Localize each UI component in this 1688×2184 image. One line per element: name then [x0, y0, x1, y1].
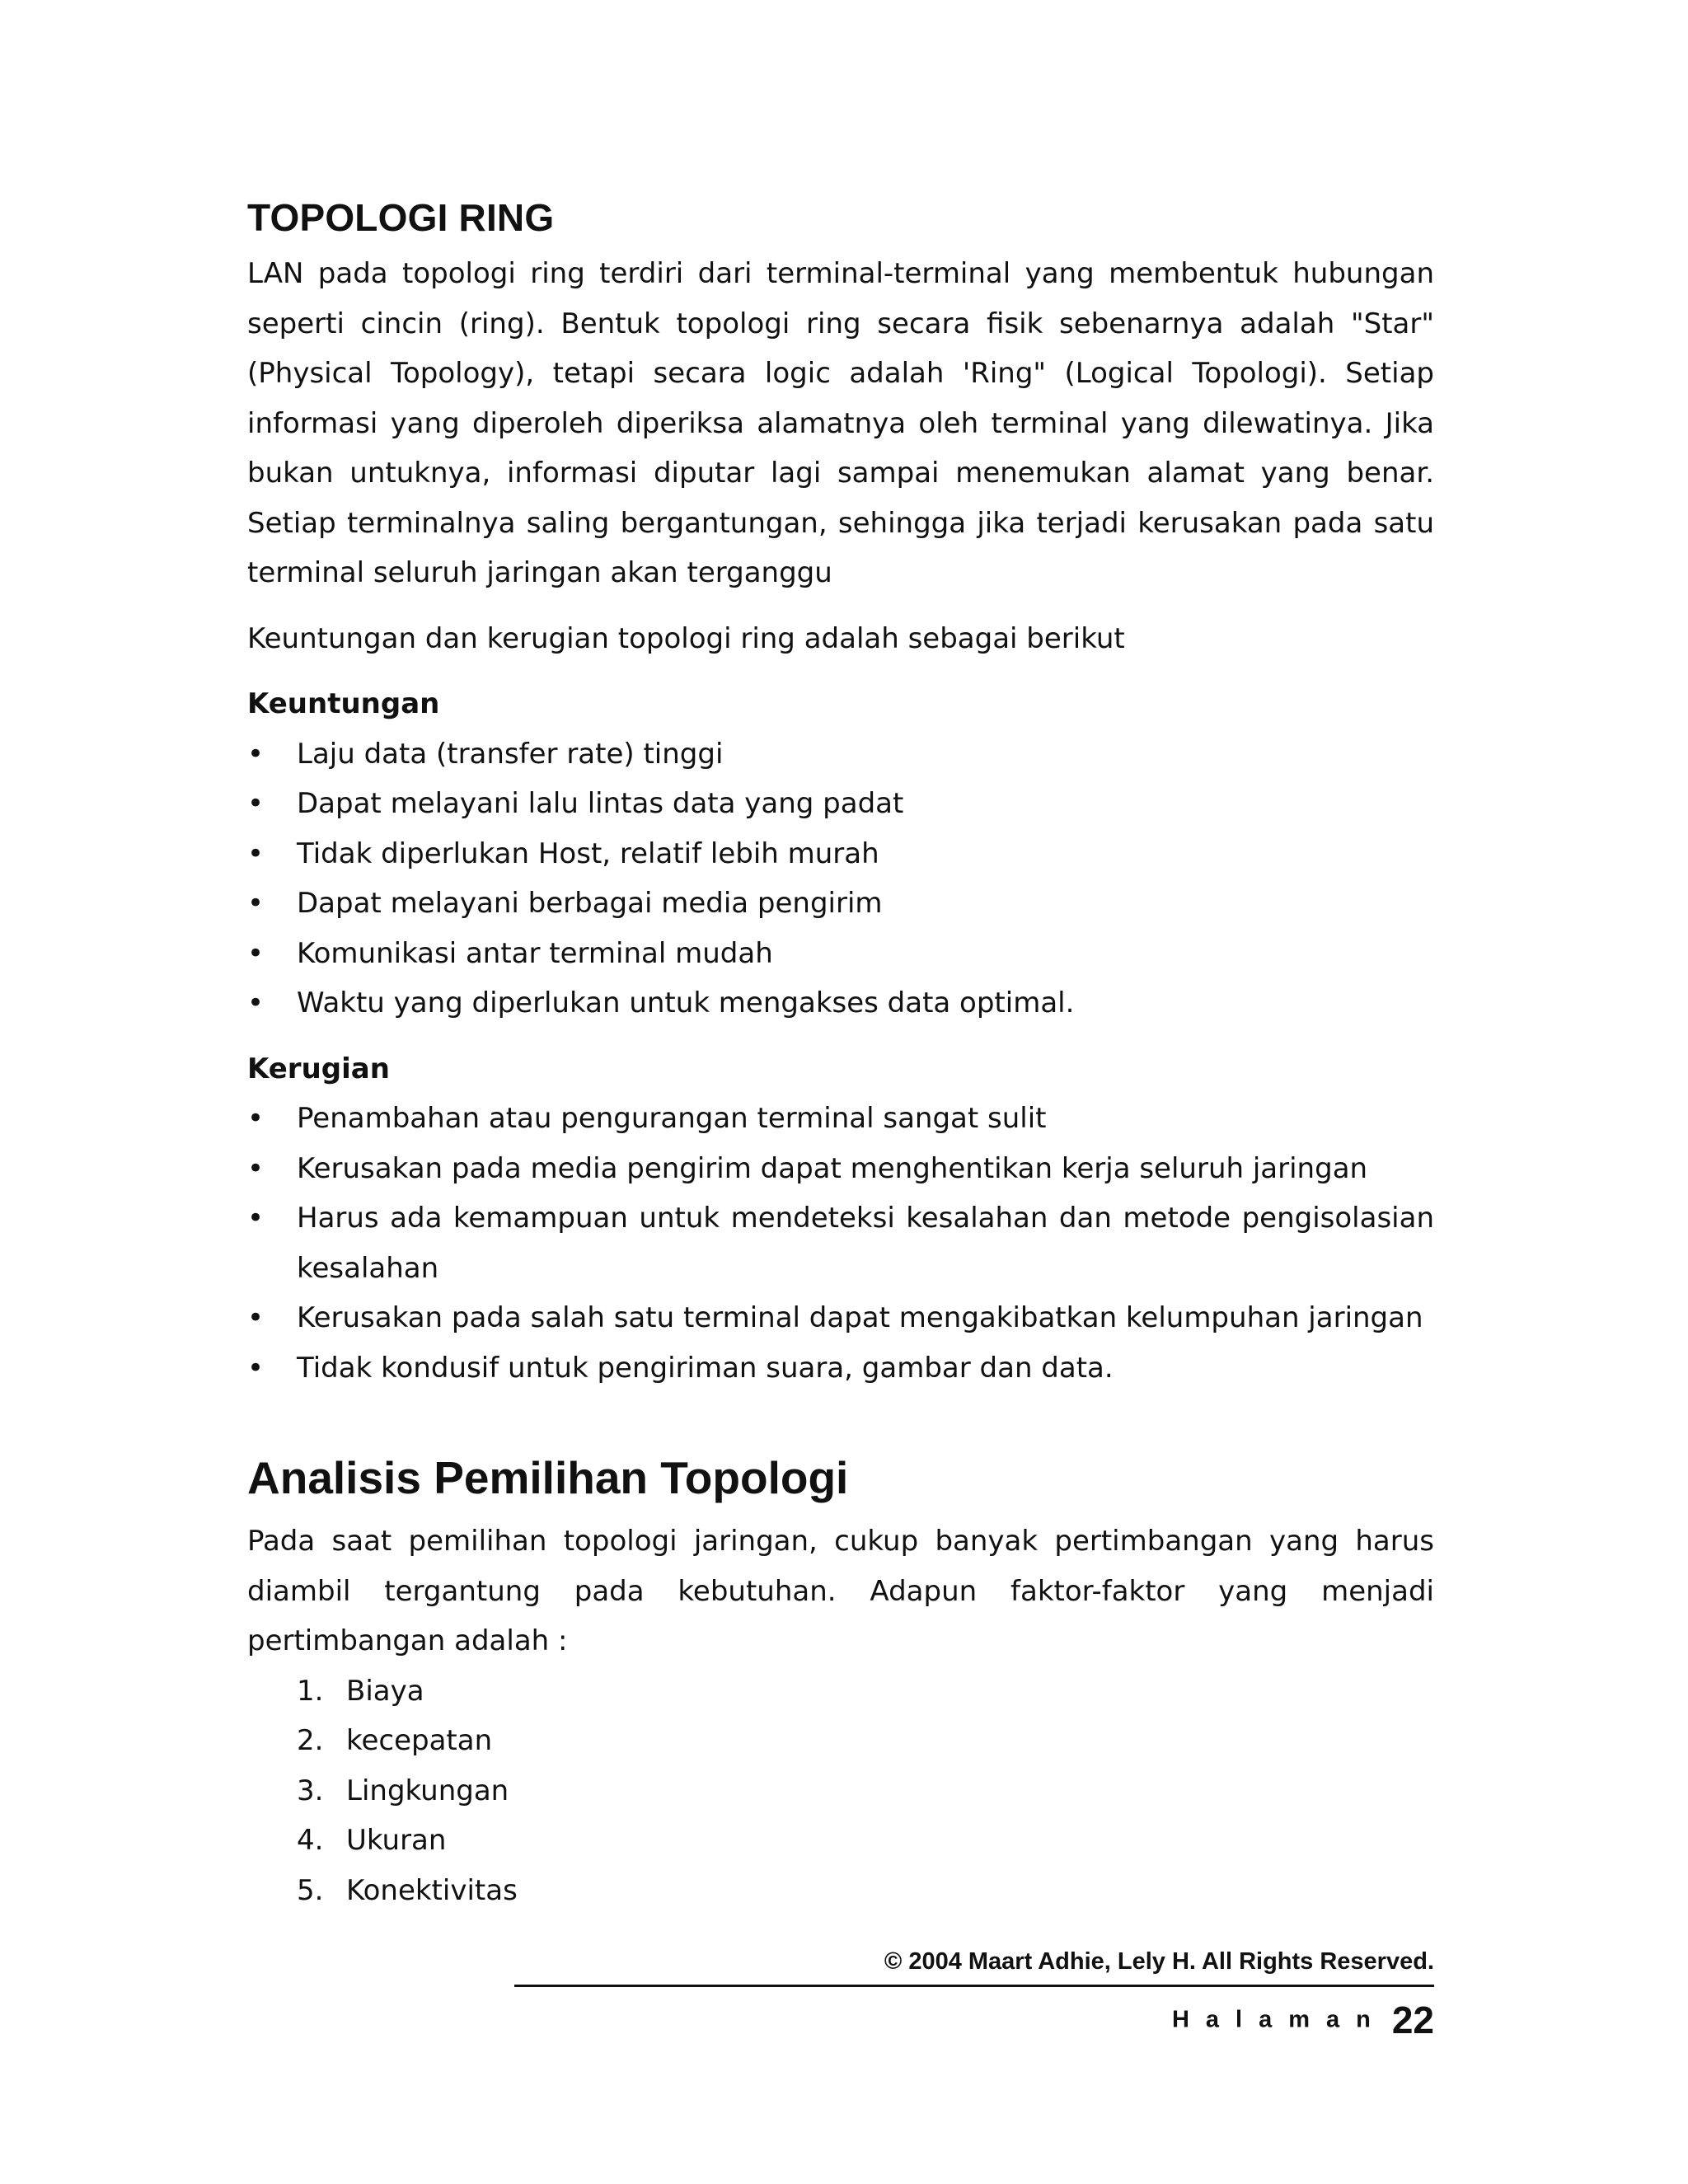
list-item	[247, 1666, 1434, 1717]
list-item-text: kecepatan	[346, 1724, 493, 1757]
bullet-icon: •	[247, 1351, 265, 1385]
page-content	[247, 191, 1434, 1915]
list-item	[247, 1343, 1434, 1394]
page-label: Halaman	[1171, 2006, 1387, 2033]
list-item	[247, 929, 1434, 979]
list-item-text: Tidak kondusif untuk pengiriman suara, gambar dan data.	[297, 1351, 1114, 1385]
list-item-text: Tidak diperlukan Host, relatif lebih murah	[297, 837, 879, 870]
list-item-text: Kerusakan pada salah satu terminal dapat mengakibatkan kelumpuhan jaringan	[297, 1301, 1423, 1334]
list-item	[247, 1293, 1434, 1343]
disadvantages-list	[247, 1094, 1434, 1393]
section-title-analysis: Analisis Pemilihan Topologi	[247, 1452, 849, 1503]
list-item-text: Lingkungan	[346, 1774, 509, 1807]
bullet-icon: •	[247, 1102, 265, 1135]
list-number: 2.	[297, 1724, 324, 1757]
ring-lead-paragraph: Keuntungan dan kerugian topologi ring adalah sebagai berikut	[247, 621, 1125, 655]
list-item	[247, 1866, 1434, 1916]
advantages-heading: Keuntungan	[247, 687, 440, 720]
bullet-icon: •	[247, 837, 265, 870]
list-item-text: Dapat melayani lalu lintas data yang padat	[297, 787, 904, 820]
factors-list	[247, 1666, 1434, 1916]
footer-copyright: © 2004 Maart Adhie, Lely H. All Rights Reserved.	[884, 1948, 1434, 1975]
list-item	[247, 779, 1434, 829]
list-number: 5.	[297, 1873, 324, 1907]
footer-divider	[514, 1985, 1434, 1987]
list-item	[247, 1766, 1434, 1816]
list-item-text: Harus ada kemampuan untuk mendeteksi kesalahan dan metode pengisolasian kesalahan	[297, 1202, 1434, 1285]
list-item-text: Konektivitas	[346, 1873, 518, 1907]
disadvantages-heading: Kerugian	[247, 1052, 390, 1085]
bullet-icon: •	[247, 787, 265, 820]
list-item	[247, 978, 1434, 1029]
list-item	[247, 1144, 1434, 1194]
list-number: 4.	[297, 1824, 324, 1857]
list-item	[247, 829, 1434, 879]
bullet-icon: •	[247, 987, 265, 1019]
list-item-text: Ukuran	[346, 1824, 447, 1857]
list-item	[247, 1094, 1434, 1144]
bullet-icon: •	[247, 1151, 265, 1185]
advantages-list	[247, 729, 1434, 1029]
list-item-text: Komunikasi antar terminal mudah	[297, 936, 773, 970]
list-item	[247, 729, 1434, 780]
section-title-ring: TOPOLOGI RING	[247, 196, 555, 239]
list-number: 3.	[297, 1774, 324, 1807]
list-item-text: Kerusakan pada media pengirim dapat menghentikan kerja seluruh jaringan	[297, 1151, 1368, 1185]
bullet-icon: •	[247, 737, 265, 771]
bullet-icon: •	[247, 936, 265, 970]
footer-page-indicator	[1071, 1998, 1434, 2042]
analysis-intro-paragraph: Pada saat pemilihan topologi jaringan, cukup banyak pertimbangan yang harus diambil tergantung pada kebutuhan. Adapun faktor-faktor yang menjadi pertimbangan adalah :	[247, 1525, 1434, 1657]
list-item-text: Laju data (transfer rate) tinggi	[297, 737, 724, 771]
list-item	[247, 1716, 1434, 1766]
bullet-icon: •	[247, 1202, 265, 1235]
ring-intro-paragraph: LAN pada topologi ring terdiri dari terminal-terminal yang membentuk hubungan seperti cincin (ring). Bentuk topologi ring secara fisik sebenarnya adalah "Star" (Physical Topology), tetapi secara logic adalah 'Ring" (Logical Topologi). Setiap informasi yang diperoleh diperiksa alamatnya oleh terminal yang dilewatinya. Jika bukan untuknya, informasi diputar lagi sampai menemukan alamat yang benar. Setiap terminalnya saling bergantungan, sehingga jika terjadi kerusakan pada satu terminal seluruh jaringan akan terganggu	[247, 257, 1434, 589]
list-item	[247, 879, 1434, 929]
list-item	[247, 1193, 1434, 1293]
list-item-text: Biaya	[346, 1674, 424, 1708]
list-item	[247, 1816, 1434, 1866]
bullet-icon: •	[247, 1301, 265, 1334]
list-number: 1.	[297, 1674, 324, 1708]
bullet-icon: •	[247, 887, 265, 920]
list-item-text: Dapat melayani berbagai media pengirim	[297, 887, 883, 920]
list-item-text: Penambahan atau pengurangan terminal sangat sulit	[297, 1102, 1047, 1135]
page-number: 22	[1391, 1999, 1434, 2041]
list-item-text: Waktu yang diperlukan untuk mengakses data optimal.	[297, 987, 1075, 1019]
